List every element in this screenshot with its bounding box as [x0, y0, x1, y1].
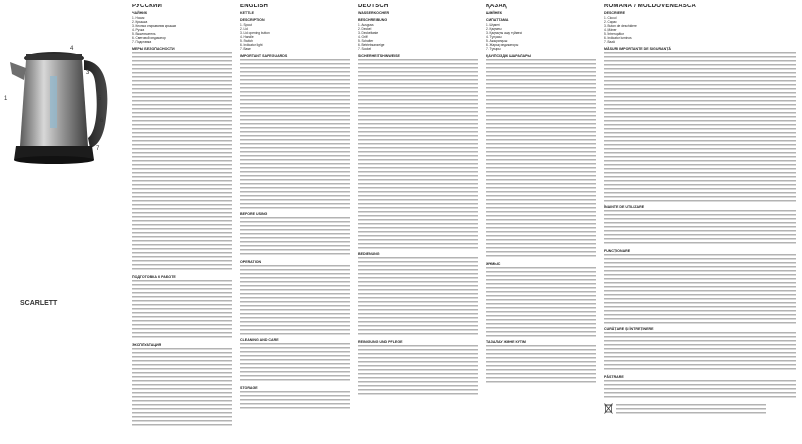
callout-6: 6 [100, 118, 104, 124]
text-paragraph [358, 345, 478, 395]
text-paragraph [604, 254, 796, 324]
list-item: 7. Подставка [132, 40, 152, 44]
section-heading: ҚАУІПСІЗДІК ШАРАЛАРЫ [486, 54, 532, 58]
list-item: 4. Griff [358, 35, 368, 39]
text-paragraph [604, 332, 796, 372]
list-item: 5. Выключатель [132, 32, 156, 36]
section-heading: ÎNAINTE DE UTILIZARE [604, 205, 645, 209]
text-paragraph [486, 59, 596, 259]
text-paragraph [240, 265, 350, 335]
list-item: 1. Шүмегі [486, 23, 500, 27]
list-item: 1. Носик [132, 16, 145, 20]
column-title: ENGLISH [240, 4, 269, 9]
disposal-notice [604, 403, 796, 414]
section-heading: FUNCȚIONARE [604, 249, 631, 253]
section-heading: ШӘЙНЕК [486, 11, 502, 15]
section-heading: IMPORTANT SAFEGUARDS [240, 54, 288, 58]
section-heading: ЭКСПЛУАТАЦИЯ [132, 343, 162, 347]
column-romanian [604, 4, 796, 440]
list-item: 6. Жарық индикаторы [486, 43, 519, 47]
list-item: 3. Deckeltaste [358, 31, 379, 35]
section-heading: СИПАТТАМА [486, 18, 509, 22]
section-heading: DESCRIPTION [240, 18, 265, 22]
brand-logo: SCARLETT [20, 300, 58, 307]
section-heading: STORAGE [240, 386, 258, 390]
text-paragraph [358, 257, 478, 337]
list-item: 6. Световой индикатор [132, 36, 166, 40]
text-paragraph [358, 59, 478, 249]
callout-1: 1 [4, 96, 8, 102]
section-heading: BEFORE USING [240, 212, 268, 216]
list-item: 7. Bază [604, 40, 615, 44]
list-item: 5. Ажыратқыш [486, 39, 508, 43]
list-item: 3. Buton de deschidere [604, 24, 637, 28]
text-paragraph [486, 345, 596, 385]
list-item: 4. Тұтқасы [486, 35, 502, 39]
list-item: 5. Switch [240, 39, 253, 43]
callout-4: 4 [70, 46, 74, 52]
text-paragraph [132, 52, 232, 272]
callout-3: 3 [86, 70, 90, 76]
list-item: 6. Betriebsanzeige [358, 43, 385, 47]
list-item: 7. Тұғыры [486, 47, 501, 51]
column-title: ROMÂNĂ / MOLDOVENEASCĂ [604, 4, 697, 9]
section-heading: CURĂȚARE ȘI ÎNTREȚINERE [604, 327, 654, 331]
callout-7: 7 [96, 146, 100, 152]
kettle-drawing [6, 28, 114, 178]
list-item: 4. Handle [240, 35, 254, 39]
callout-2: 2 [36, 56, 40, 62]
column-title: DEUTSCH [358, 4, 389, 9]
list-item: 5. Întrerupător [604, 32, 625, 36]
section-heading: ЧАЙНИК [132, 11, 148, 15]
crossed-bin-icon [604, 403, 613, 414]
section-heading: KETTLE [240, 11, 254, 15]
list-item: 4. Ручка [132, 28, 145, 32]
section-heading: ТАЗАЛАУ ЖӘНЕ КҮТІМ [486, 340, 526, 344]
text-paragraph [240, 391, 350, 411]
section-heading: ЖҰМЫС [486, 262, 501, 266]
list-item: 2. Capac [604, 20, 617, 24]
list-item: 1. Ausguss [358, 23, 374, 27]
column-german [358, 4, 478, 440]
section-heading: REINIGUNG UND PFLEGE [358, 340, 403, 344]
text-paragraph [240, 343, 350, 383]
text-paragraph [132, 280, 232, 340]
section-heading: SICHERHEITSHINWEISE [358, 54, 400, 58]
list-item: 1. Spout [240, 23, 252, 27]
column-kazakh [486, 4, 596, 440]
text-paragraph [604, 380, 796, 400]
list-item: 6. Indicator light [240, 43, 263, 47]
list-item: 2. Қақпағы [486, 27, 502, 31]
list-item: 3. Қақпақты ашу түймесі [486, 31, 523, 35]
section-heading: WASSERKOCHER [358, 11, 390, 15]
list-item: 1. Ciocul [604, 16, 617, 20]
list-item: 3. Кнопка открывания крышки [132, 24, 177, 28]
list-item: 4. Mâner [604, 28, 617, 32]
section-heading: PĂSTRARE [604, 375, 624, 379]
section-heading: МЕРЫ БЕЗОПАСНОСТИ [132, 47, 175, 51]
list-item: 3. Lid opening button [240, 31, 270, 35]
kettle-illustration [6, 28, 114, 178]
column-english [240, 4, 350, 440]
section-heading: OPERATION [240, 260, 262, 264]
section-heading: CLEANING AND CARE [240, 338, 279, 342]
text-paragraph [604, 52, 796, 202]
text-paragraph [486, 267, 596, 337]
callout-5: 5 [98, 96, 102, 102]
column-russian [132, 4, 232, 440]
column-title: ҚАЗАҚ [486, 4, 507, 9]
text-paragraph [604, 210, 796, 246]
section-heading: BEDIENUNG [358, 252, 380, 256]
text-paragraph [240, 217, 350, 257]
list-item: 2. Deckel [358, 27, 372, 31]
section-heading: DESCRIERE [604, 11, 625, 15]
list-item: 7. Base [240, 47, 251, 51]
section-heading: MĂSURI IMPORTANTE DE SIGURANȚĂ [604, 47, 672, 51]
section-heading: ПОДГОТОВКА К РАБОТЕ [132, 275, 176, 279]
list-item: 2. Lid [240, 27, 248, 31]
list-item: 2. Крышка [132, 20, 148, 24]
text-paragraph [240, 59, 350, 209]
section-heading: BESCHREIBUNG [358, 18, 388, 22]
list-item: 7. Sockel [358, 47, 372, 51]
list-item: 5. Schalter [358, 39, 374, 43]
column-title: РУССКИЙ [132, 4, 163, 9]
text-paragraph [132, 348, 232, 428]
list-item: 6. Indicator luminos [604, 36, 632, 40]
